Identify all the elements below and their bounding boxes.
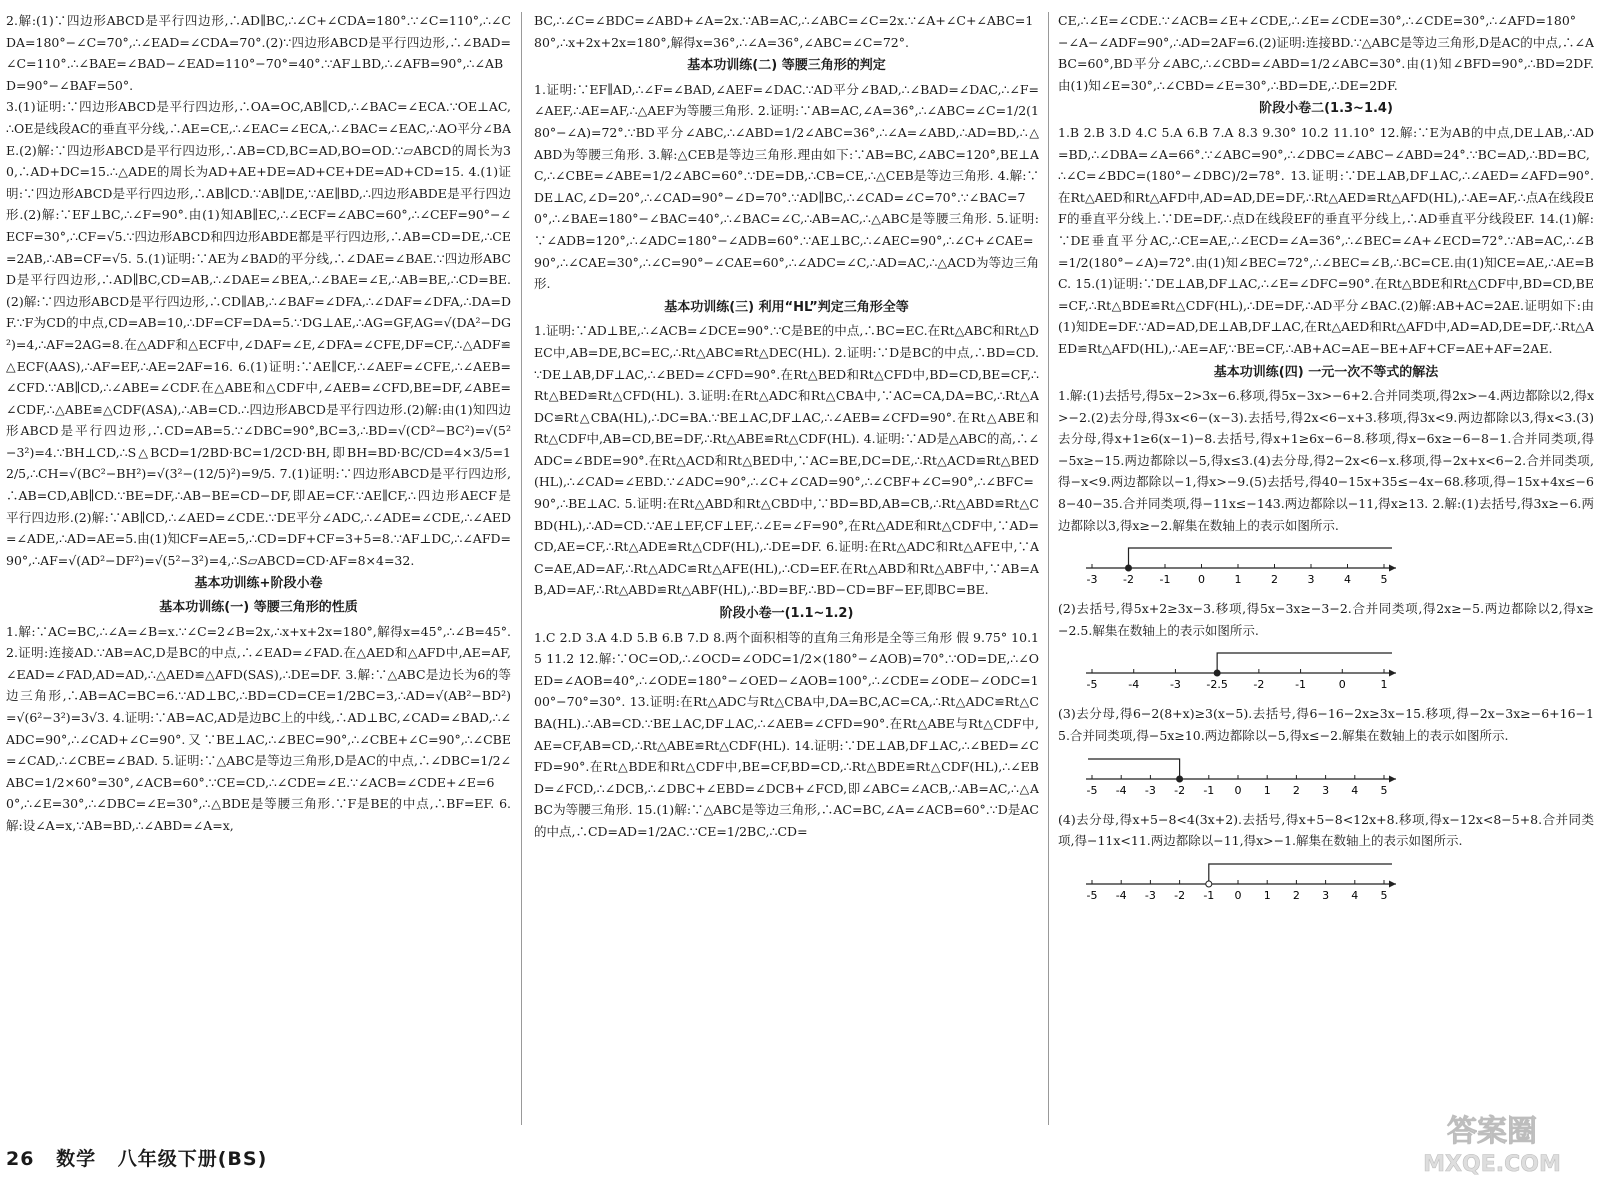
number-line-tick-label: -2 <box>1174 783 1186 797</box>
answer-paragraph: 1.C 2.D 3.A 4.D 5.B 6.B 7.D 8.两个面积相等的直角三角形是全等三角形 假 9.75° 10.15 11.2 12.解:∵OC=OD,∴∠OCD=∠ODC=1/2×(180°−∠AOB)=70°.∵OD=DE,∴∠OED=∠AOB=40°,∴∠ODE=180°−∠OED−∠AOB=100°,∴∠CDE=∠ODE−∠ODC=100°−70°=30°. 13.证明:在Rt△ADC与Rt△CBA中,DA=BC,AC=CA,∴Rt△ADC≌Rt△CBA(HL).∴AB=CD.∵BE⊥AC,DF⊥AC,∴∠AEB=∠CFD=90°.在Rt△ABE与Rt△CDF中,AE=CF,AB=CD,∴Rt△ABE≌Rt△CDF(HL). 14.证明:∵DE⊥AB,DF⊥AC,∴∠BED=∠CFD=90°.在Rt△BDE和Rt△CDF中,BE=CF,BD=CD,∴Rt△BDE≌Rt△CDF(HL),∴∠EBD=∠FCD,∴∠DCB,∴∠DBC+∠EBD=∠DCB+∠FCD,即∠ABC=∠ACB,∴AB=AC,∴△ABC为等腰三角形. 15.(1)解:∵△ABC是等边三角形,∴AC=BC,∠A=∠ACB=60°.∵D是AC的中点,∴CD=AD=1/2AC.∵CE=1/2BC,∴CD= <box>534 629 1039 839</box>
number-line-tick-label: -2 <box>1253 678 1265 692</box>
section-heading: 基本功训练(三) 利用“HL”判定三角形全等 <box>664 299 909 315</box>
arrow-icon <box>1389 775 1396 782</box>
watermark-logo <box>1392 1109 1592 1179</box>
solution-set-bracket <box>1217 653 1392 673</box>
section-heading: 阶段小卷一(1.1~1.2) <box>719 606 854 622</box>
number-line-tick-label: -1 <box>1203 888 1215 902</box>
number-line-tick-label: -4 <box>1128 678 1140 692</box>
number-line-tick-label: 4 <box>1351 888 1359 902</box>
grade-label: 八年级下册(BS) <box>117 1148 268 1170</box>
number-line-tick-label: -3 <box>1086 573 1098 587</box>
column-divider <box>521 12 522 1125</box>
section-heading: 基本功训练+阶段小卷 <box>194 576 323 592</box>
number-line-tick-label: -2 <box>1123 573 1134 587</box>
number-line-tick-label: 3 <box>1322 783 1330 797</box>
number-line-tick-label: -3 <box>1169 678 1181 692</box>
answer-paragraph: 3.(1)证明:∵四边形ABCD是平行四边形,∴OA=OC,AB∥CD,∴∠BAC=∠ECA.∵OE⊥AC,∴OE是线段AC的垂直平分线,∴AE=CE,∴∠EAC=∠ECA,∴∠BAC=∠EAC,∴AO平分∠BAE.(2)解:∵四边形ABCD是平行四边形,∴AB=CD,BC=AD,BO=OD.∵▱ABCD的周长为30,∴AD+DC=15.∴△ADE的周长为AD+AE+DE=AD+CE+DE=AD+CD=15. 4.(1)证明:∵四边形ABCD是平行四边形,∴AB∥CD.∵AB∥DE,∵AE∥BD,∴四边形ABDE是平行四边形.(2)解:∵EF⊥BC,∴∠F=90°.由(1)知AB∥EC,∴∠ECF=∠ABC=60°,∴∠CEF=90°−∠ECF=30°,∴CF=√5.∵四边形ABCD和四边形ABDE都是平行四边形,∴AB=CD=DE,∴CE=2AB,∴AB=CF=√5. 5.(1)证明:∵AE为∠BAD的平分线,∴∠DAE=∠BAE.∵四边形ABCD是平行四边形,∴AD∥BC,CD=AB,∴∠DAE=∠BEA,∴∠BAE=∠E,∴AB=BE,∴CD=BE.(2)解:∵四边形ABCD是平行四边形,∴CD∥AB,∴∠BAF=∠DFA,∴∠DAF=∠DFA,∴DA=DF.∵F为CD的中点,CD=AB=10,∴DF=CF=DA=5.∵DG⊥AE,∴AG=GF,AG=√(DA²−DG²)=4,∴AF=2AG=8.在△ADF和△ECF中,∠DAF=∠E,∠DFA=∠CFE,DF=CF,∴△ADF≌△ECF(AAS),∴AF=EF,∴AE=2AF=16. 6.(1)证明:∵AE∥CF,∴∠AEF=∠CFE,∴∠AEB=∠CFD.∵AB∥CD,∴∠ABE=∠CDF.在△ABE和△CDF中,∠AEB=∠CFD,BE=DF,∠ABE=∠CDF,∴△ABE≌△CDF(ASA),∴AB=CD.∴四边形ABCD是平行四边形.(2)解:由(1)知四边形ABCD是平行四边形,∴CD=AB=5.∵∠DBC=90°,BC=3,∴BD=√(CD²−BC²)=√(5²−3²)=4.∵BH⊥CD,∴S△BCD=1/2BD·BC=1/2CD·BH,即BH=BD·BC/CD=4×3/5=12/5,∴CH=√(BC²−BH²)=√(3²−(12/5)²)=9/5. 7.(1)证明:∵四边形ABCD是平行四边形,∴AB=CD,AB∥CD.∵BE=DF,∴AB−BE=CD−DF,即AE=CF.∵AE∥CF,∴四边形AECF是平行四边形.(2)解:∵AB∥CD,∴∠AED=∠CDE.∵DE平分∠ADC,∴∠ADE=∠CDE,∴∠AED=∠ADE,∴AD=AE=5.由(1)知CF=AE=5,∴CD=DF+CF=3+5=8.∵AF⊥DC,∴∠AFD=90°,∴AF=√(AD²−DF²)=√(5²−3²)=4,∴S▱ABCD=CD·AF=8×4=32. <box>6 99 511 568</box>
number-line-tick-label: 0 <box>1234 888 1242 902</box>
section-heading: 基本功训练(二) 等腰三角形的判定 <box>687 58 886 74</box>
answer-column-right <box>1058 10 1594 1137</box>
number-line-tick-label: 5 <box>1380 573 1388 587</box>
number-line-tick-label: -1 <box>1159 573 1171 587</box>
number-line-tick-label: 2 <box>1292 783 1300 797</box>
arrow-icon <box>1389 670 1396 677</box>
number-line-tick-label: -4 <box>1115 783 1127 797</box>
subject-label: 数学 <box>56 1148 97 1170</box>
solution-set-bracket <box>1209 864 1392 884</box>
solution-endpoint-dot <box>1214 670 1220 676</box>
number-line-tick-label: 4 <box>1344 573 1351 587</box>
number-line-tick-label: -5 <box>1086 783 1098 797</box>
answer-paragraph: (4)去分母,得x+5−8<4(3x+2).去括号,得x+5−8<12x+8.移项,得x−12x<8−5+8.合并同类项,得−11x<11.两边都除以−11,得x>−1.解集在数轴上的表示如图所示. <box>1058 811 1594 849</box>
solution-set-bracket <box>1088 759 1180 779</box>
number-line-tick-label: 0 <box>1198 573 1205 587</box>
number-line-tick-label: -2.5 <box>1206 678 1228 692</box>
number-line-tick-label: 1 <box>1380 678 1388 692</box>
number-line-tick-label: 5 <box>1380 783 1388 797</box>
number-line-tick-label: -4 <box>1115 888 1127 902</box>
number-line <box>1078 542 1408 588</box>
number-line-tick-label: -1 <box>1203 783 1215 797</box>
solution-endpoint-dot <box>1177 776 1183 782</box>
number-line-tick-label: 2 <box>1292 888 1300 902</box>
answer-paragraph: 2.解:(1)∵四边形ABCD是平行四边形,∴AD∥BC,∴∠C+∠CDA=180°.∵∠C=110°,∴∠CDA=180°−∠C=70°,∴∠EAD=∠CDA=70°.(2)∵四边形ABCD是平行四边形,∴∠BAD=∠C=110°.∴∠BAE=∠BAD−∠EAD=110°−70°=40°.∵AF⊥BD,∴∠AFB=90°,∴∠ABD=90°−∠BAF=50°. <box>6 13 511 93</box>
number-line-tick-label: 4 <box>1351 783 1359 797</box>
number-line-tick-label: -2 <box>1174 888 1186 902</box>
number-line <box>1078 753 1408 799</box>
section-heading: 基本功训练(一) 等腰三角形的性质 <box>159 600 358 616</box>
arrow-icon <box>1389 880 1396 887</box>
number-line-tick-label: 3 <box>1322 888 1330 902</box>
number-line-tick-label: 1 <box>1234 573 1242 587</box>
answer-paragraph: 1.证明:∵EF∥AD,∴∠F=∠BAD,∠AEF=∠DAC.∵AD平分∠BAD,∴∠BAD=∠DAC,∴∠F=∠AEF,∴AE=AF,∴△AEF为等腰三角形. 2.证明:∵AB=AC,∠A=36°,∴∠ABC=∠C=1/2(180°−∠A)=72°.∵BD平分∠ABC,∴∠ABD=1/2∠ABC=36°,∴∠A=∠ABD,∴AD=BD,∴△ABD为等腰三角形. 3.解:△CEB是等边三角形.理由如下:∵AB=BC,∠ABC=120°,BE⊥AC,∴∠CBE=∠ABE=1/2∠ABC=60°.∵DE=DB,∴CB=CE,∴△CEB是等边三角形. 4.解:∵DE⊥AC,∠D=20°,∴∠CAD=90°−∠D=70°.∵AD∥BC,∴∠CAD=∠C=70°.∵∠BAC=70°,∴∠BAE=180°−∠BAC=40°,∴∠BAC=∠C,∴AB=AC,∴△ABC是等腰三角形. 5.证明:∵∠ADB=120°,∴∠ADC=180°−∠ADB=60°.∵AE⊥BC,∴∠AEC=90°,∴∠C+∠CAE=90°,∴∠CAE=30°,∴∠C=90°−∠CAE=60°,∴∠ADC=∠C,∴AD=AC,∴△ACD为等边三角形. <box>534 81 1039 292</box>
number-line-tick-label: 0 <box>1234 783 1242 797</box>
page-number: 26 <box>6 1148 35 1170</box>
solution-endpoint-dot <box>1206 881 1212 887</box>
answer-paragraph: 1.B 2.B 3.D 4.C 5.A 6.B 7.A 8.3 9.30° 10.2 11.10° 12.解:∵E为AB的中点,DE⊥AB,∴AD=BD,∴∠DBA=∠A=66°.∵∠ABC=90°,∴∠DBC=∠ABC−∠ABD=24°.∵BC=AD,∴BD=BC,∴∠C=∠BDC=(180°−∠DBC)/2=78°. 13.证明:∵DE⊥AB,DF⊥AC,∴∠AED=∠AFD=90°.在Rt△AED和Rt△AFD中,AD=AD,DE=DF,∴Rt△AED≌Rt△AFD(HL),∴AE=AF,∴点A在线段EF的垂直平分线上.∵DE=DF,∴点D在线段EF的垂直平分线上,∴AD垂直平分线段EF. 14.(1)解:∵DE垂直平分AC,∴CE=AE,∴∠ECD=∠A=36°,∴∠BEC=∠A+∠ECD=72°.∵AB=AC,∴∠B=1/2(180°−∠A)=72°.由(1)知∠BEC=72°,∴∠BEC=∠B,∴BC=CE.由(1)知CE=AE,∴AE=BC. 15.(1)证明:∵DE⊥AB,DF⊥AC,∴∠E=∠DFC=90°.在Rt△BDE和Rt△CDF中,BD=CD,BE=CF,∴Rt△BDE≌Rt△CDF(HL),∴DE=DF,∴AD平分∠BAC.(2)解:AB+AC=2AE.证明如下:由(1)知DE=DF.∵AD=AD,DE⊥AB,DF⊥AC,在Rt△AED和Rt△AFD中,AD=AD,DE=DF,∴Rt△AED≌Rt△AFD(HL),∴AE=AF,∵BE=CF,∴AB+AC=AE−BE+AF+CF=AE+AF=2AE. <box>1058 124 1594 356</box>
section-heading: 基本功训练(四) 一元一次不等式的解法 <box>1213 364 1439 380</box>
number-line-tick-label: 2 <box>1271 573 1278 587</box>
answer-paragraph: (3)去分母,得6−2(8+x)≥3(x−5).去括号,得6−16−2x≥3x−15.移项,得−2x−3x≥−6+16−15.合并同类项,得−5x≥10.两边都除以−5,得x≤−2.解集在数轴上的表示如图所示. <box>1058 706 1594 744</box>
svg-text:MXQE.COM: MXQE.COM <box>1423 1152 1561 1177</box>
answer-column-middle <box>534 10 1039 1137</box>
answer-paragraph: BC,∴∠C=∠BDC=∠ABD+∠A=2x.∵AB=AC,∴∠ABC=∠C=2x.∵∠A+∠C+∠ABC=180°,∴x+2x+2x=180°,解得x=36°,∴∠A=36°,∠ABC=∠C=72°. <box>534 13 1034 50</box>
number-line-tick-label: 3 <box>1307 573 1315 587</box>
section-heading: 阶段小卷二(1.3~1.4) <box>1259 101 1393 117</box>
svg-text:答案圈: 答案圈 <box>1447 1114 1537 1149</box>
number-line <box>1078 647 1408 693</box>
answer-paragraph: 1.证明:∵AD⊥BE,∴∠ACB=∠DCE=90°.∵C是BE的中点,∴BC=EC.在Rt△ABC和Rt△DEC中,AB=DE,BC=EC,∴Rt△ABC≌Rt△DEC(HL). 2.证明:∵D是BC的中点,∴BD=CD.∵DE⊥AB,DF⊥AC,∴∠BED=∠CFD=90°.在Rt△BED和Rt△CFD中,BD=CD,BE=CF,∴Rt△BED≌Rt△CFD(HL). 3.证明:在Rt△ADC和Rt△CBA中,∵AC=CA,DA=BC,∴Rt△ADC≌Rt△CBA(HL),∴DC=BA.∵BE⊥AC,DF⊥AC,∴∠AEB=∠CFD=90°.在Rt△ABE和Rt△CDF中,AB=CD,BE=DF,∴Rt△ABE≌Rt△CDF(HL). 4.证明:∵AD是△ABC的高,∴∠ADC=∠BDE=90°.在Rt△ACD和Rt△BED中,∵AC=BE,DC=DE,∴Rt△ACD≌Rt△BED(HL),∴∠CAD=∠EBD.∵∠ADC=90°,∴∠C+∠CAD=90°,∴∠CBF+∠C=90°,∴∠BFC=90°,∴BE⊥AC. 5.证明:在Rt△ABD和Rt△CBD中,∵BD=BD,AB=CB,∴Rt△ABD≌Rt△CBD(HL),∴AD=CD.∵AE⊥EF,CF⊥EF,∴∠E=∠F=90°,在Rt△ADE和Rt△CDF中,∵AD=CD,AE=CF,∴Rt△ADE≌Rt△CDF(HL),∴DE=DF. 6.证明:在Rt△ADC和Rt△AFE中,∵AC=AE,AD=AF,∴Rt△ADC≌Rt△AFE(HL),∴CD=EF.在Rt△ABD和Rt△ABF中,∵AB=AB,AD=AF,∴Rt△ABD≌Rt△ABF(HL),∴BD=BF,∴BD−CD=BF−EF,即BC=BE. <box>534 323 1039 598</box>
number-line-tick-label: 0 <box>1338 678 1346 692</box>
answer-paragraph: 1.解:∵AC=BC,∴∠A=∠B=x.∵∠C=2∠B=2x,∴x+x+2x=180°,解得x=45°,∴∠B=45°. 2.证明:连接AD.∵AB=AC,D是BC的中点,∴∠EAD=∠FAD.在△AED和△AFD中,AE=AF,∠EAD=∠FAD,AD=AD,∴△AED≌△AFD(SAS),∴DE=DF. 3.解:∵△ABC是边长为6的等边三角形,∴AB=AC=BC=6.∵AD⊥BC,∴BD=CD=CE=1/2BC=3,∴AD=√(AB²−BD²)=√(6²−3²)=3√3. 4.证明:∵AB=AC,AD是边BC上的中线,∴AD⊥BC,∠CAD=∠BAD,∴∠ADC=90°,∴∠CAD+∠C=90°.又∵BE⊥AC,∴∠BEC=90°,∴∠CBE+∠C=90°,∴∠CBE=∠CAD,∴∠CBE=∠BAD. 5.证明:∵△ABC是等边三角形,D是AC的中点,∴∠DBC=1/2∠ABC=1/2×60°=30°,∠ACB=60°.∵CE=CD,∴∠CDE=∠E.∵∠ACB=∠CDE+∠E=60°,∴∠E=30°,∴∠DBC=∠E=30°,∴△BDE是等腰三角形.∵F是BE的中点,∴BF=EF. 6.解:设∠A=x,∵AB=BD,∴∠ABD=∠A=x, <box>6 623 511 833</box>
number-line-tick-label: 5 <box>1380 888 1388 902</box>
number-line-tick-label: -5 <box>1086 888 1098 902</box>
answer-paragraph: 1.解:(1)去括号,得5x−2>3x−6.移项,得5x−3x>−6+2.合并同类项,得2x>−4.两边都除以2,得x>−2.(2)去分母,得3x<6−(x−3).去括号,得2x<6−x+3.移项,得3x<9.两边都除以3,得x<3.(3)去分母,得x+1≥6(x−1)−8.去括号,得x+1≥6x−6−8.移项,得x−6x≥−6−8−1.合并同类项,得−5x≥−15.两边都除以−5,得x≤3.(4)去分母,得2−2x<6−x.移项,得−2x+x<6−2.合并同类项,得−x<9.两边都除以−1,得x>−9.(5)去括号,得40−15x+35≤−4x−68.移项,得−15x+4x≤−68−40−35.合并同类项,得−11x≤−143.两边都除以−11,得x≥13. 2.解:(1)去括号,得3x≥−6.两边都除以3,得x≥−2.解集在数轴上的表示如图所示. <box>1058 388 1594 533</box>
number-line-tick-label: -1 <box>1295 678 1307 692</box>
solution-endpoint-dot <box>1126 565 1132 571</box>
number-line-tick-label: -5 <box>1086 678 1098 692</box>
number-line <box>1078 858 1408 904</box>
page-footer <box>6 1144 281 1171</box>
number-line-tick-label: -3 <box>1144 888 1156 902</box>
answer-column-left <box>6 10 511 1137</box>
number-line-tick-label: 1 <box>1263 783 1271 797</box>
number-line-tick-label: -3 <box>1144 783 1156 797</box>
column-divider <box>1048 12 1049 1125</box>
number-line-tick-label: 1 <box>1263 888 1271 902</box>
arrow-icon <box>1389 565 1396 572</box>
solution-set-bracket <box>1129 548 1393 568</box>
answer-paragraph: (2)去括号,得5x+2≥3x−3.移项,得5x−3x≥−3−2.合并同类项,得2x≥−5.两边都除以2,得x≥−2.5.解集在数轴上的表示如图所示. <box>1058 601 1594 638</box>
answer-paragraph: CE,∴∠E=∠CDE.∵∠ACB=∠E+∠CDE,∴∠E=∠CDE=30°,∴∠CDE=30°,∴∠AFD=180°−∠A−∠ADF=90°,∴AD=2AF=6.(2)证明:连接BD.∵△ABC是等边三角形,D是AC的中点,∴∠ABC=60°,BD平分∠ABC,∴∠CBD=∠ABD=1/2∠ABC=30°.由(1)知∠BFD=90°,∴BD=2DF.由(1)知∠E=30°,∴∠CBD=∠E=30°,∴BD=DE,∴DE=2DF. <box>1058 13 1594 93</box>
